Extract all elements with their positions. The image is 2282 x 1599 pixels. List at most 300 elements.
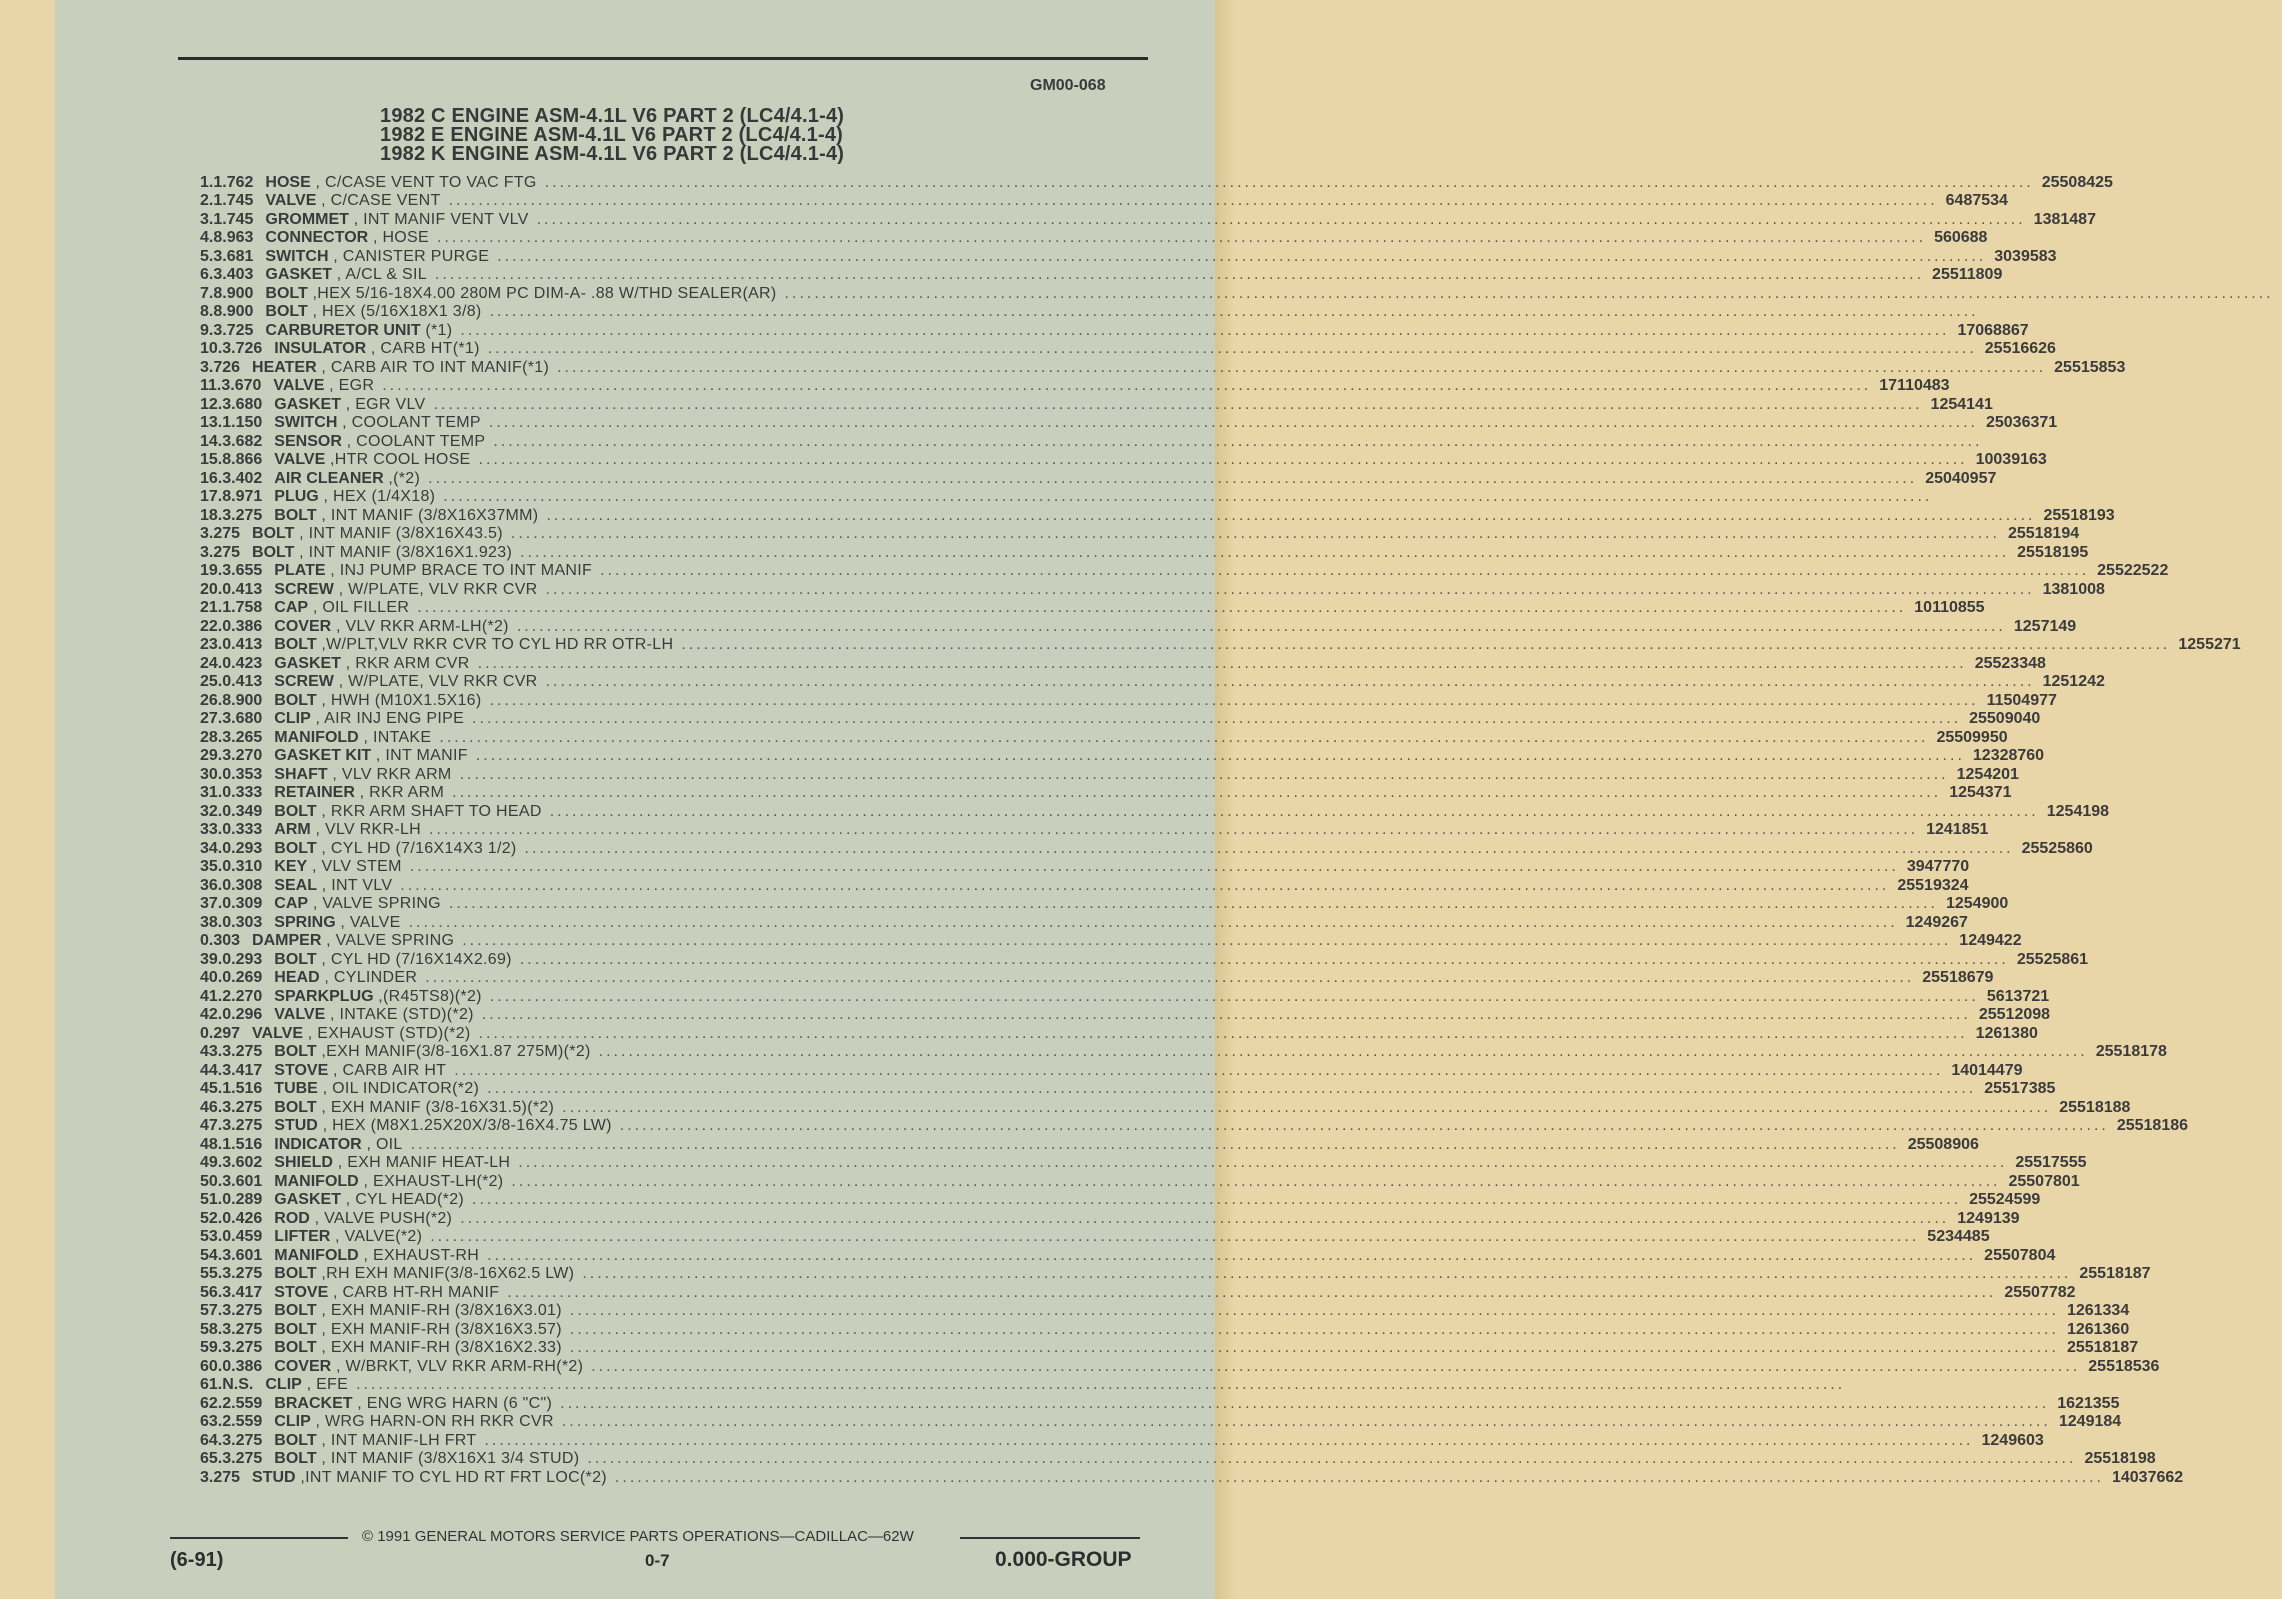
part-description xyxy=(274,396,1930,414)
part-detail: , INT VLV xyxy=(316,876,393,894)
part-name: BOLT xyxy=(274,1302,317,1319)
part-detail: , INT MANIF (3/8X16X1 3/4 STUD) xyxy=(316,1450,580,1467)
dot-leader: ........................................................................................................................................................................................................ xyxy=(546,506,2036,524)
dot-leader: ........................................................................................................................................................................................................ xyxy=(425,969,1915,986)
part-detail: , EXH MANIF-RH (3/8X16X3.01) xyxy=(316,1302,562,1319)
dot-leader: ........................................................................................................................................................................................................ xyxy=(356,1376,1846,1393)
part-detail: , INT MANIF (3/8X16X43.5) xyxy=(294,525,503,542)
part-detail: , VALVE SPRING xyxy=(321,932,455,949)
table-row xyxy=(200,784,2012,803)
part-name: BOLT xyxy=(274,1450,317,1467)
table-row xyxy=(200,858,1970,877)
part-description xyxy=(252,359,2054,377)
part-description xyxy=(274,766,1956,784)
group-number: 0.459 xyxy=(222,1228,263,1245)
table-row xyxy=(200,1265,2151,1284)
part-description xyxy=(265,211,2033,229)
table-row xyxy=(200,1135,1979,1154)
part-description xyxy=(274,618,2014,636)
part-name: STOVE xyxy=(274,1061,329,1079)
item-number: 45. xyxy=(200,1080,223,1097)
group-number: 3.275 xyxy=(222,506,263,524)
part-detail: , A/CL & SIL xyxy=(332,266,427,283)
item-number: 64. xyxy=(200,1431,223,1449)
table-row xyxy=(200,562,2169,581)
group-number: 1.762 xyxy=(213,173,254,191)
part-description xyxy=(274,988,1987,1006)
dot-leader: ........................................................................................................................................................................................................ xyxy=(477,654,1967,672)
part-name: CLIP xyxy=(265,1376,302,1393)
table-row xyxy=(200,1320,2130,1339)
part-number: 1261380 xyxy=(1975,1024,2038,1042)
part-name: BOLT xyxy=(274,1431,317,1449)
item-number: 48. xyxy=(200,1135,223,1153)
dot-leader: ........................................................................................................................................................................................................ xyxy=(472,710,1962,727)
dot-leader: ........................................................................................................................................................................................................ xyxy=(507,1283,1997,1301)
part-description xyxy=(274,1006,1979,1024)
dot-leader: ........................................................................................................................................................................................................ xyxy=(448,895,1938,912)
part-number: 1254371 xyxy=(1949,784,2012,801)
part-description xyxy=(265,174,2041,192)
part-number: 25518186 xyxy=(2116,1117,2189,1134)
part-name: CAP xyxy=(274,599,309,616)
part-name: SPRING xyxy=(274,913,336,931)
part-detail: , CYL HEAD(*2) xyxy=(340,1191,465,1208)
table-row xyxy=(200,1431,2044,1450)
table-row xyxy=(200,1080,2056,1099)
dot-leader: ........................................................................................................................................................................................................ xyxy=(489,987,1979,1005)
item-number: 7. xyxy=(200,284,214,302)
part-name: BOLT xyxy=(265,303,308,320)
part-description xyxy=(274,1228,1927,1246)
part-detail: ,(R45TS8)(*2) xyxy=(373,987,482,1005)
group-number: 3.275 xyxy=(222,1265,263,1282)
part-number: 1249603 xyxy=(1981,1431,2044,1449)
part-number: 12328760 xyxy=(1972,747,2045,764)
group-number: 3.275 xyxy=(222,1043,263,1060)
part-description xyxy=(265,248,1994,266)
group-number: 3.602 xyxy=(222,1154,263,1171)
table-row xyxy=(200,1172,2080,1191)
item-number: 32. xyxy=(200,802,223,820)
table-row xyxy=(200,303,1979,322)
table-row xyxy=(200,229,1988,248)
group-number: 0.310 xyxy=(222,858,263,875)
dot-leader: ........................................................................................................................................................................................................ xyxy=(452,784,1942,801)
part-name: INDICATOR xyxy=(274,1135,362,1153)
dot-leader: ........................................................................................................................................................................................................ xyxy=(443,488,1933,505)
table-row xyxy=(200,377,1950,396)
dot-leader: ........................................................................................................................................................................................................ xyxy=(489,303,1979,320)
item-number: 33. xyxy=(200,821,223,838)
item-number: 38. xyxy=(200,913,223,931)
part-detail: , VLV RKR ARM xyxy=(327,765,452,783)
part-detail: , EXH MANIF-RH (3/8X16X3.57) xyxy=(316,1320,562,1338)
group-number: 0.423 xyxy=(222,654,263,672)
dot-leader: ........................................................................................................................................................................................................ xyxy=(460,1209,1950,1227)
part-description xyxy=(274,1136,1907,1154)
table-row xyxy=(200,987,2050,1006)
dot-leader: ........................................................................................................................................................................................................ xyxy=(417,599,1907,616)
table-row xyxy=(200,284,2274,303)
footer-rule-left xyxy=(170,1537,348,1539)
part-detail: , VLV RKR-LH xyxy=(310,821,422,838)
part-detail: , CYL HD (7/16X14X3 1/2) xyxy=(316,839,517,857)
part-detail: , W/BRKT, VLV RKR ARM-RH(*2) xyxy=(331,1357,584,1375)
part-name: KEY xyxy=(274,858,308,875)
dot-leader: ........................................................................................................................................................................................................ xyxy=(429,821,1919,838)
part-name: LIFTER xyxy=(274,1228,331,1245)
table-row xyxy=(200,1376,1846,1395)
part-name: SHIELD xyxy=(274,1154,333,1171)
dot-leader: ........................................................................................................................................................................................................ xyxy=(619,1117,2109,1134)
part-name: VALVE xyxy=(274,451,326,468)
part-name: GROMMET xyxy=(265,210,349,228)
part-number: 560688 xyxy=(1934,229,1988,246)
part-name: BRACKET xyxy=(274,1394,353,1412)
dot-leader: ........................................................................................................................................................................................................ xyxy=(519,950,2009,968)
dot-leader: ........................................................................................................................................................................................................ xyxy=(400,876,1890,894)
part-description xyxy=(265,192,1945,210)
table-row xyxy=(200,210,2096,229)
group-number: 3.403 xyxy=(213,266,254,283)
part-number: 25522522 xyxy=(2097,562,2169,579)
part-detail: , ENG WRG HARN (6 "C") xyxy=(352,1394,553,1412)
group-number: 0.426 xyxy=(222,1209,263,1227)
part-number: 1255271 xyxy=(2178,636,2241,653)
dot-leader: ........................................................................................................................................................................................................ xyxy=(439,728,1929,746)
item-number: 46. xyxy=(200,1098,223,1116)
part-number: 25518195 xyxy=(2017,543,2089,561)
footer-copyright: © 1991 GENERAL MOTORS SERVICE PARTS OPERATIONS—CADILLAC—62W xyxy=(362,1528,914,1545)
part-number: 25518193 xyxy=(2043,506,2115,524)
part-detail: , W/PLATE, VLV RKR CVR xyxy=(333,580,538,598)
part-detail: , HWH (M10X1.5X16) xyxy=(316,691,482,709)
part-detail: , HEX (M8X1.25X20X/3/8-16X4.75 LW) xyxy=(317,1117,612,1134)
part-detail: (*1) xyxy=(420,321,453,339)
group-number: 3.275 xyxy=(200,525,241,542)
part-name: BOLT xyxy=(274,1339,317,1356)
dot-leader: ........................................................................................................................................................................................................ xyxy=(472,1191,1962,1208)
part-detail: , COOLANT TEMP xyxy=(337,414,481,431)
part-detail: ,W/PLT,VLV RKR CVR TO CYL HD RR OTR-LH xyxy=(316,636,674,653)
table-row xyxy=(200,728,2008,747)
part-number: 25516626 xyxy=(1984,340,2056,357)
part-name: GASKET xyxy=(274,1191,341,1208)
part-number: 3947770 xyxy=(1906,858,1970,875)
group-number: 0.413 xyxy=(222,673,263,690)
dot-leader: ........................................................................................................................................................................................................ xyxy=(569,1302,2059,1319)
dot-leader: ........................................................................................................................................................................................................ xyxy=(481,1006,1971,1023)
part-number: 5613721 xyxy=(1986,987,2050,1005)
part-name: BOLT xyxy=(274,691,317,709)
item-number: 57. xyxy=(200,1302,223,1319)
part-detail: , INT MANIF (3/8X16X1.923) xyxy=(294,543,513,561)
group-number: 3.601 xyxy=(222,1172,263,1190)
part-description xyxy=(274,692,1986,710)
item-number: 35. xyxy=(200,858,223,875)
group-number: 3.725 xyxy=(213,321,254,339)
dot-leader: ........................................................................................................................................................................................................ xyxy=(518,1154,2008,1171)
table-row xyxy=(200,617,2077,636)
part-number: 10110855 xyxy=(1914,599,1985,616)
table-row xyxy=(200,488,1933,507)
part-name: CONNECTOR xyxy=(265,229,369,246)
part-name: SHAFT xyxy=(274,765,328,783)
part-name: SCREW xyxy=(274,580,334,598)
table-row xyxy=(200,1154,2087,1173)
part-description xyxy=(252,544,2017,562)
part-description xyxy=(274,1247,1984,1265)
item-number: 60. xyxy=(200,1357,223,1375)
part-number: 6487534 xyxy=(1945,192,2008,209)
part-detail: , INT MANIF xyxy=(371,747,468,764)
dot-leader: ........................................................................................................................................................................................................ xyxy=(511,1172,2001,1190)
part-description xyxy=(274,969,1922,987)
item-number: 55. xyxy=(200,1265,223,1282)
part-description xyxy=(274,581,2042,599)
dot-leader: ........................................................................................................................................................................................................ xyxy=(484,1431,1974,1449)
part-detail: ,(*2) xyxy=(383,469,421,487)
part-name: DAMPER xyxy=(252,932,322,949)
table-row xyxy=(200,1413,2122,1432)
part-detail: , EGR VLV xyxy=(340,395,426,413)
group-number: 0.269 xyxy=(222,969,263,986)
table-row xyxy=(200,1117,2189,1136)
part-name: GASKET xyxy=(274,395,341,413)
part-number: 1249139 xyxy=(1957,1209,2020,1227)
item-number: 63. xyxy=(200,1413,223,1430)
item-number: 1. xyxy=(200,173,214,191)
table-row xyxy=(200,340,2056,359)
part-description xyxy=(252,525,2008,543)
title-block xyxy=(380,107,940,164)
dot-leader: ........................................................................................................................................................................................................ xyxy=(591,1357,2081,1375)
dot-leader: ........................................................................................................................................................................................................ xyxy=(459,765,1949,783)
group-number: 1.745 xyxy=(213,192,254,209)
part-number: 25518178 xyxy=(2095,1043,2167,1060)
item-number: 5. xyxy=(200,247,214,265)
part-detail: , C/CASE VENT TO VAC FTG xyxy=(310,173,537,191)
dot-leader: ........................................................................................................................................................................................................ xyxy=(569,1339,2059,1356)
table-row xyxy=(200,1061,2023,1080)
table-row xyxy=(200,414,2058,433)
part-number: 14014479 xyxy=(1951,1061,2023,1079)
group-number: 2.559 xyxy=(222,1394,263,1412)
dot-leader: ........................................................................................................................................................................................................ xyxy=(516,617,2006,635)
part-description xyxy=(265,266,1932,284)
part-description xyxy=(274,858,1907,876)
part-description xyxy=(274,1043,2095,1061)
part-name: BOLT xyxy=(274,950,317,968)
part-name: PLUG xyxy=(274,488,319,505)
table-row xyxy=(200,1043,2167,1062)
item-number: 23. xyxy=(200,636,223,653)
parts-list xyxy=(200,173,2274,1487)
part-description xyxy=(265,303,1986,321)
part-name: GASKET xyxy=(265,266,333,283)
part-detail: , INT MANIF (3/8X16X37MM) xyxy=(316,506,539,524)
part-name: ROD xyxy=(274,1209,310,1227)
part-description xyxy=(274,729,1936,747)
part-number: 17110483 xyxy=(1879,377,1950,394)
item-number: 30. xyxy=(200,765,223,783)
part-number: 25518536 xyxy=(2088,1357,2160,1375)
part-name: BOLT xyxy=(265,284,308,302)
item-number: 10. xyxy=(200,340,223,357)
part-detail: , EXH MANIF-RH (3/8X16X2.33) xyxy=(316,1339,562,1356)
part-name: TUBE xyxy=(274,1080,318,1097)
group-number: 8.866 xyxy=(222,451,263,468)
table-row xyxy=(200,599,1985,618)
part-number: 10039163 xyxy=(1975,451,2047,468)
part-detail: , OIL FILLER xyxy=(308,599,410,616)
item-number: 24. xyxy=(200,654,223,672)
part-name: PLATE xyxy=(274,562,326,579)
part-detail: , CYL HD (7/16X14X2.69) xyxy=(316,950,512,968)
part-number: 25524599 xyxy=(1969,1191,2041,1208)
part-name: VALVE xyxy=(274,1006,326,1023)
group-number: 3.275 xyxy=(222,1098,263,1116)
group-number: 8.900 xyxy=(213,284,254,302)
dot-leader: ........................................................................................................................................................................................................ xyxy=(437,229,1927,246)
dot-leader: ........................................................................................................................................................................................................ xyxy=(430,1228,1920,1245)
part-detail: , VLV RKR ARM-LH(*2) xyxy=(331,617,509,635)
part-detail: , CARB HT(*1) xyxy=(366,340,480,357)
part-description xyxy=(274,1191,1969,1209)
part-description xyxy=(274,1173,2008,1191)
dot-leader: ........................................................................................................................................................................................................ xyxy=(462,932,1952,949)
item-number: 8. xyxy=(200,303,214,320)
part-detail: , EXHAUST-RH xyxy=(358,1246,480,1264)
part-name: INSULATOR xyxy=(274,340,367,357)
title-line: 1982 K ENGINE ASM-4.1L V6 PART 2 (LC4/4.1-4) xyxy=(380,143,845,165)
part-detail: , HOSE xyxy=(368,229,429,246)
part-number: 25518187 xyxy=(2079,1265,2151,1282)
group-number: 0.333 xyxy=(222,784,263,801)
item-number: 14. xyxy=(200,432,223,450)
dot-leader: ........................................................................................................................................................................................................ xyxy=(487,340,1977,357)
part-number: 25518194 xyxy=(2007,525,2080,542)
part-number: 14037662 xyxy=(2111,1468,2184,1486)
dot-leader: ........................................................................................................................................................................................................ xyxy=(524,839,2014,857)
group-number: 2.559 xyxy=(222,1413,263,1430)
part-description xyxy=(274,1265,2079,1283)
item-number: 11. xyxy=(200,377,222,394)
table-row xyxy=(200,839,2093,858)
part-name: STUD xyxy=(252,1468,296,1486)
table-row xyxy=(200,765,2019,784)
part-description xyxy=(274,433,1990,451)
table-row xyxy=(200,654,2046,673)
part-name: SCREW xyxy=(274,673,334,690)
part-detail: , CARB HT-RH MANIF xyxy=(328,1283,500,1301)
part-name: GASKET KIT xyxy=(274,747,372,764)
part-number: 1251242 xyxy=(2042,673,2105,690)
dot-leader: ........................................................................................................................................................................................................ xyxy=(587,1450,2077,1467)
dot-leader: ........................................................................................................................................................................................................ xyxy=(544,173,2034,191)
part-description xyxy=(265,1376,1853,1394)
group-number: 3.275 xyxy=(222,1339,263,1356)
part-description xyxy=(274,1321,2067,1339)
part-name: SEAL xyxy=(274,876,317,894)
part-detail: , CARB AIR TO INT MANIF(*1) xyxy=(316,358,550,376)
group-number: 0.293 xyxy=(222,839,263,857)
part-number: 3039583 xyxy=(1994,247,2057,265)
part-name: SWITCH xyxy=(274,414,338,431)
part-number: 25518188 xyxy=(2059,1098,2131,1116)
dot-leader: ........................................................................................................................................................................................................ xyxy=(560,1394,2050,1412)
part-description xyxy=(274,747,1973,765)
part-description xyxy=(274,1413,2059,1431)
part-detail: , EXHAUST (STD)(*2) xyxy=(303,1024,471,1042)
item-number: 6. xyxy=(200,266,214,283)
part-detail: , RKR ARM SHAFT TO HEAD xyxy=(316,802,542,820)
part-description xyxy=(274,414,1986,432)
dot-leader: ........................................................................................................................................................................................................ xyxy=(487,1080,1977,1097)
table-row xyxy=(200,580,2105,599)
item-number: 36. xyxy=(200,876,223,894)
item-number: 29. xyxy=(200,747,223,764)
item-number: 62. xyxy=(200,1394,223,1412)
item-number: 27. xyxy=(200,710,223,727)
table-row xyxy=(200,1302,2130,1321)
part-number: 25518198 xyxy=(2084,1450,2156,1467)
part-detail: ,EXH MANIF(3/8-16X1.87 275M)(*2) xyxy=(316,1043,591,1060)
item-number: 43. xyxy=(200,1043,223,1060)
part-description xyxy=(274,599,1914,617)
dot-leader: ........................................................................................................................................................................................................ xyxy=(510,525,2000,542)
dot-leader: ........................................................................................................................................................................................................ xyxy=(428,469,1918,487)
part-detail: , OIL INDICATOR(*2) xyxy=(317,1080,480,1097)
group-number: 0.303 xyxy=(222,913,263,931)
group-number: 0.413 xyxy=(222,636,263,653)
table-row xyxy=(200,969,1994,988)
dot-leader: ........................................................................................................................................................................................................ xyxy=(488,414,1978,431)
part-number: 1254900 xyxy=(1945,895,2009,912)
table-row xyxy=(200,895,2009,914)
item-number: 13. xyxy=(200,414,223,431)
part-name: BOLT xyxy=(274,506,317,524)
part-description xyxy=(252,932,1959,950)
group-number: 3.726 xyxy=(200,358,241,376)
group-number: 3.417 xyxy=(222,1061,263,1079)
group-number: 3.270 xyxy=(222,747,263,764)
group-number: 3.417 xyxy=(222,1283,263,1301)
part-detail: ,HTR COOL HOSE xyxy=(325,451,471,468)
part-detail: , C/CASE VENT xyxy=(316,192,441,209)
part-description xyxy=(274,562,2097,580)
group-number: 3.265 xyxy=(222,728,263,746)
part-description xyxy=(265,322,1957,340)
part-detail: , INT MANIF-LH FRT xyxy=(316,1431,477,1449)
table-row xyxy=(200,321,2029,340)
item-number: 34. xyxy=(200,839,223,857)
table-row xyxy=(200,247,2057,266)
part-number: 25509950 xyxy=(1936,728,2008,746)
group-number: 0.413 xyxy=(222,580,263,598)
table-row xyxy=(200,266,2003,285)
group-number: 3.670 xyxy=(221,377,262,394)
group-number: 0.308 xyxy=(222,876,263,894)
part-name: BOLT xyxy=(274,802,317,820)
part-description xyxy=(274,451,1975,469)
dot-leader: ........................................................................................................................................................................................................ xyxy=(454,1061,1944,1079)
part-description xyxy=(274,470,1925,488)
part-number: 11504977 xyxy=(1986,691,2057,709)
table-row xyxy=(200,1006,2051,1025)
dot-leader: ........................................................................................................................................................................................................ xyxy=(410,1135,1900,1153)
